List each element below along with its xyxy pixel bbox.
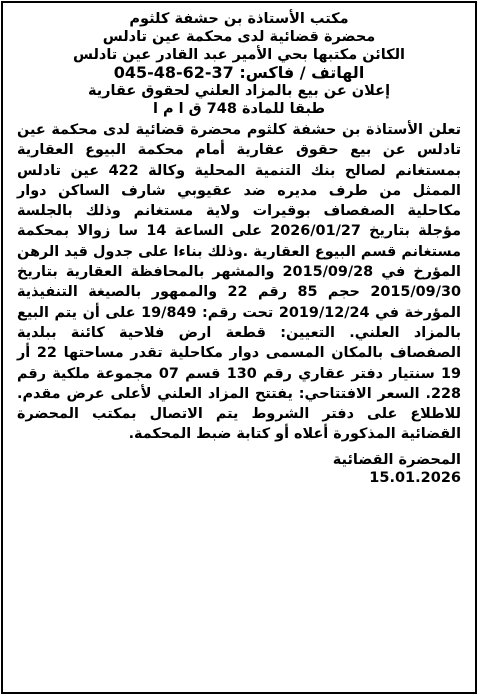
bailiff-title: محضرة قضائية لدى محكمة عين تادلس [102,29,376,45]
notice-date: 15.01.2026 [369,469,461,486]
notice-header [17,10,461,118]
signature: المحضرة القضائية [332,451,461,468]
legal-article: طبقا للمادة 748 ق ا م ا [152,101,326,117]
office-name: مكتب الأستاذة بن حشفة كلثوم [129,11,349,27]
notice-footer [17,451,461,487]
legal-notice [1,1,477,694]
phone-fax: الهاتف / فاكس: 37-62-48-045 [113,63,365,82]
office-address: الكائن مكتبها بحي الأمير عبد القادر عين تادلس [72,47,406,63]
notice-body: تعلن الأستاذة بن حشفة كلثوم محضرة قضائية لدى محكمة عين تادلس عن بيع حقوق عقارية أمام محكمة البيوع العقارية بمستغانم لصالح بنك التنمية المحلية وكالة 422 عين تادلس الممثل من طرف مديره ضد عقيوبي شارف الساكن دوار مكاحلية الصفصاف بوقيرات ولاية مستغانم وذلك بالجلسة مؤجلة بتاريخ 2026/01/27 على الساعة 14 سا زوالا بمحكمة مستغانم قسم البيوع العقارية .وذلك بناءا على جدول قيد الرهن المؤرخ في 2015/09/28 والمشهر بالمحافظة العقارية بتاريخ 2015/09/30 حجم 85 رقم 22 والممهور بالصيغة التنفيذية المؤرخة في 2019/12/24 تحت رقم: 19/849 على أن يتم البيع بالمزاد العلني. التعيين: قطعة ارض فلاحية كائنة ببلدية الصفصاف بالمكان المسمى دوار مكاحلية تقدر مساحتها 22 أر 19 سنتيار دفتر عقاري رقم 130 قسم 07 مجموعة ملكية رقم 228. السعر الافتتاحي: يفتتح المزاد العلني لأعلى عرض مقدم. للاطلاع على دفتر الشروط يتم الاتصال بمكتب المحضرة القضائية المذكورة أعلاه أو كتابة ضبط المحكمة. [17,122,462,443]
announcement-title: إعلان عن بيع بالمزاد العلني لحقوق عقارية [87,83,391,99]
